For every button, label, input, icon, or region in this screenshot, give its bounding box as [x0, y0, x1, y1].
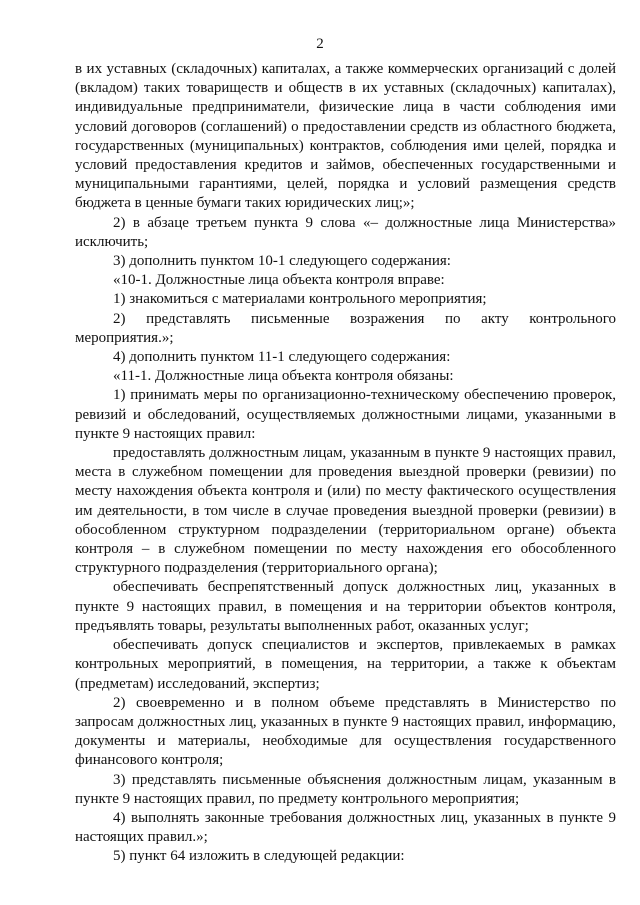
paragraph-ensure-experts-access: обеспечивать допуск специалистов и экспертов, привлекаемых в рамках контрольных мероприятий, в помещения, на территории, а также к объектам (предметам) исследований, экспертиз;	[75, 637, 616, 692]
paragraph-clause-10-1: «10-1. Должностные лица объекта контроля вправе:	[113, 272, 445, 289]
document-body	[75, 60, 616, 867]
paragraph-clause-10-1-sub-2: 2) представлять письменные возражения по акту контрольного мероприятия.»;	[75, 310, 616, 346]
paragraph-clause-11-1-sub-2: 2) своевременно и в полном объеме представлять в Министерство по запросам должностных лиц, указанных в пункте 9 настоящих правил, информацию, документы и материалы, необходимые для осуществления государственного финансового контроля;	[75, 694, 616, 769]
paragraph-clause-11-1: «11-1. Должностные лица объекта контроля обязаны:	[113, 368, 454, 385]
paragraph-item-2: 2) в абзаце третьем пункта 9 слова «– должностные лица Министерства» исключить;	[75, 214, 616, 250]
paragraph-clause-11-1-sub-3: 3) представлять письменные объяснения должностным лицам, указанным в пункте 9 настоящих правил, по предмету контрольного мероприятия;	[75, 771, 616, 807]
paragraph-clause-11-1-sub-1: 1) принимать меры по организационно-техническому обеспечению проверок, ревизий и обследований, осуществляемых должностными лицами, указанными в пункте 9 настоящих правил:	[75, 387, 616, 442]
paragraph-item-4: 4) дополнить пунктом 11-1 следующего содержания:	[113, 349, 451, 366]
paragraph-provide-premises: предоставлять должностным лицам, указанным в пункте 9 настоящих правил, места в служебном помещении для проведения выездной проверки (ревизии) по месту нахождения объекта контроля и (или) по месту фактического осуществления им деятельности, в том числе в случае проведения выездной проверки (ревизии) в обособленном структурном подразделении (территориальном органе) объекта контроля – в служебном помещении по месту нахождения его обособленного структурного подразделения (территориального органа);	[75, 445, 616, 577]
paragraph-clause-10-1-sub-1: 1) знакомиться с материалами контрольного мероприятия;	[113, 291, 487, 308]
paragraph-item-3: 3) дополнить пунктом 10-1 следующего содержания:	[113, 253, 451, 270]
page-number: 2	[316, 36, 324, 52]
paragraph-clause-11-1-sub-4: 4) выполнять законные требования должностных лиц, указанных в пункте 9 настоящих правил.»;	[75, 809, 616, 846]
paragraph-ensure-access: обеспечивать беспрепятственный допуск должностных лиц, указанных в пункте 9 настоящих правил, в помещения и на территории объектов контроля, предъявлять товары, результаты выполненных работ, оказанных услуг;	[75, 579, 616, 634]
paragraph-item-5: 5) пункт 64 изложить в следующей редакции:	[113, 848, 405, 865]
paragraph-continuation: в их уставных (складочных) капиталах, а также коммерческих организаций с долей (вкладом) таких товариществ и обществ в их уставных (складочных) капиталах), индивидуальные предприниматели, физические лица в части соблюдения ими условий договоров (соглашений) о предоставлении средств из областного бюджета, государственных (муниципальных) контрактов, соблюдения ими целей, порядка и условий предоставления кредитов и займов, обеспеченных государственными и муниципальными гарантиями, целей, порядка и условий размещения средств бюджета в ценные бумаги таких юридических лиц;»;	[75, 61, 616, 212]
